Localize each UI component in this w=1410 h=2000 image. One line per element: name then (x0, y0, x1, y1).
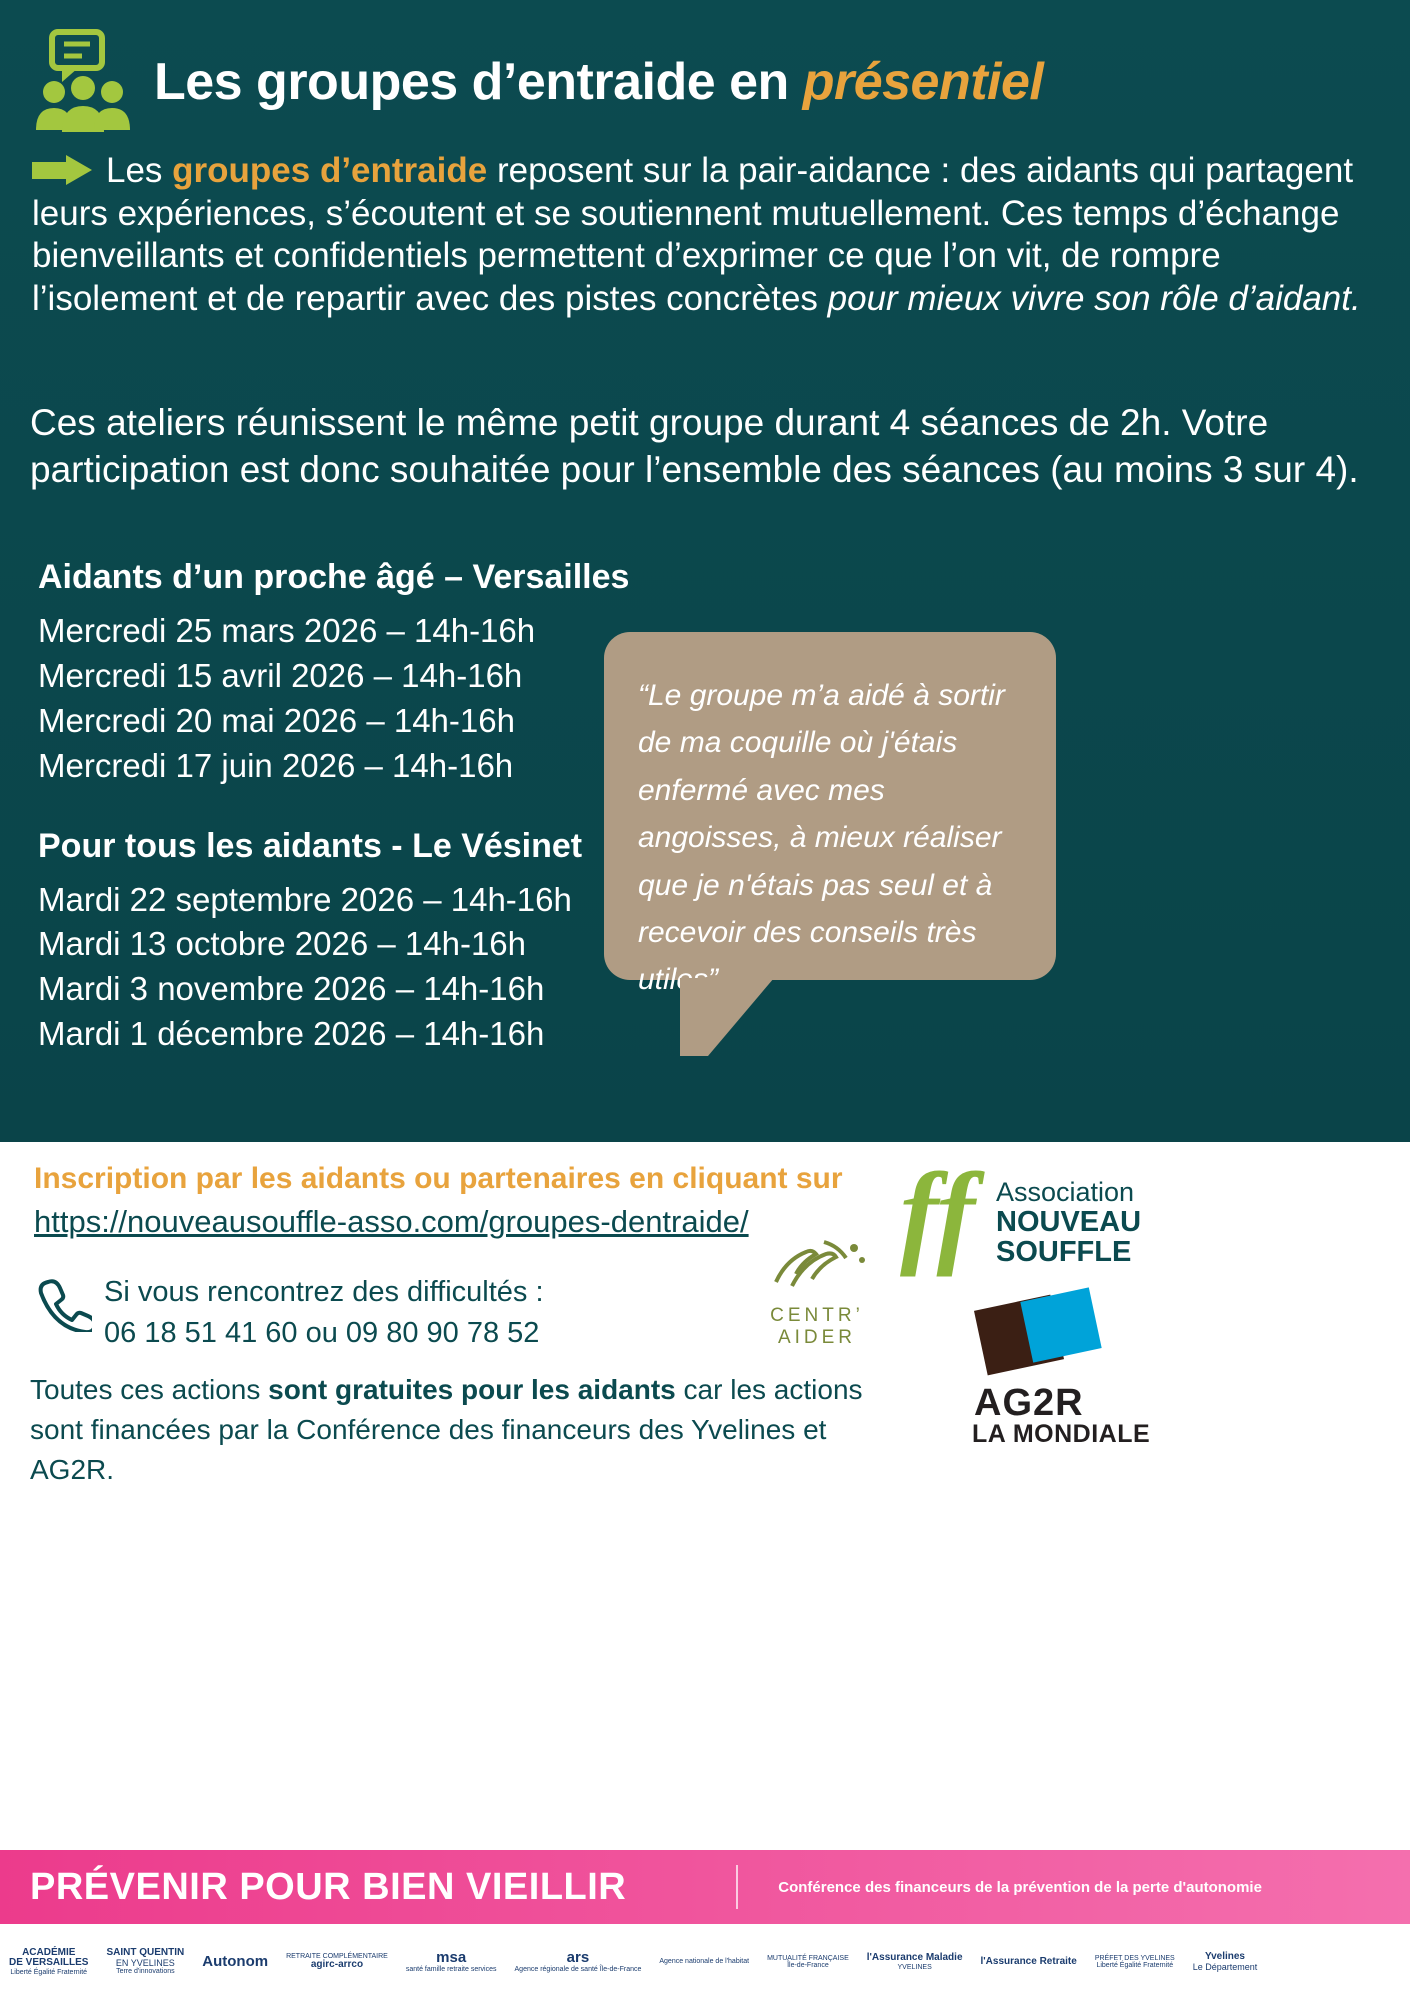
phone-icon (36, 1276, 92, 1332)
pink-banner (0, 1850, 1410, 1924)
partner-line1: Yvelines (1204, 1951, 1245, 1963)
help-text (104, 1272, 544, 1354)
session-date: Mercredi 17 juin 2026 – 14h-16h (38, 746, 514, 784)
testimonial-text: “Le groupe m’a aidé à sortir de ma coquille où j'étais enfermé avec mes angoisses, à mieux réaliser que je n'étais pas seul et à recevoir des conseils très utiles” (638, 679, 1005, 997)
pink-banner-subtitle: Conférence des financeurs de la prévention de la perte d'autonomie (778, 1878, 1262, 1896)
divider (736, 1865, 738, 1909)
partner-logo (397, 1929, 506, 1995)
partner-line2: santé famille retraite services (405, 1966, 497, 1974)
funding-text (30, 1370, 910, 1489)
logo-ag2r-line1: AG2R (974, 1382, 1084, 1424)
partner-line2: EN YVELINES (115, 1957, 175, 1968)
partner-line2: Liberté Égalité Fraternité (1096, 1962, 1174, 1969)
partner-line1: l'Assurance Retraite (980, 1955, 1077, 1967)
partner-line2: RETRAITE COMPLÉMENTAIRE (286, 1953, 388, 1961)
arrow-right-icon (32, 155, 94, 185)
partner-logo (650, 1929, 758, 1995)
logo-centraider-line1: CENTR’ (770, 1305, 864, 1326)
header (26, 22, 1386, 142)
session-date: Mercredi 25 mars 2026 – 14h-16h (38, 612, 536, 649)
partner-line2: Agence régionale de santé Île-de-France (514, 1966, 642, 1974)
page-title-plain: Les groupes d’entraide en (154, 53, 803, 111)
intro-paragraph (32, 150, 1372, 321)
partner-logo (277, 1929, 397, 1995)
partner-line1: SAINT QUENTIN (106, 1947, 185, 1959)
session-date: Mardi 13 octobre 2026 – 14h-16h (38, 925, 527, 963)
partner-logo (97, 1929, 193, 1995)
pink-banner-title: PRÉVENIR POUR BIEN VIEILLIR (30, 1865, 627, 1908)
speech-bubbles-people-icon (26, 26, 140, 138)
sessions-description: Ces ateliers réunissent le même petit groupe durant 4 séances de 2h. Votre participation est donc souhaitée pour l’ensemble des séances (au moins 3 sur 4). (30, 402, 1359, 490)
partner-line2: Île-de-France (787, 1962, 829, 1969)
session-group-title: Aidants d’un proche âgé – Versailles (38, 558, 630, 596)
partner-logo (1086, 1929, 1184, 1995)
logo-nouveau-souffle (900, 1150, 1200, 1286)
testimonial-bubble-tail (680, 978, 774, 1056)
session-date: Mercredi 20 mai 2026 – 14h-16h (38, 701, 515, 739)
intro-part2: reposent sur la pair-aidance : des aidants qui partagent leurs expériences, s’écoutent et se soutiennent mutuellement. Ces temps d’échange bienveillants et confidentiels permettent d’exprimer ce que l’on vit, de rompre l’isolement et de repartir avec des pistes concrètes (32, 151, 1354, 319)
partner-line2: YVELINES (897, 1963, 932, 1971)
partner-logo (1184, 1929, 1267, 1995)
partner-line1: ACADÉMIE (22, 1946, 76, 1958)
nouveau-souffle-mark-icon: ff (900, 1150, 976, 1278)
page-title (154, 52, 1043, 112)
logo-ns-line2: NOUVEAU (996, 1205, 1142, 1238)
contact-section (0, 1142, 1410, 1850)
intro-italic: pour mieux vivre son rôle d’aidant. (827, 279, 1361, 319)
funding-part2: car les actions sont financées par la Conférence des financeurs des Yvelines et AG2R. (30, 1374, 863, 1485)
sessions-list (38, 558, 658, 1095)
funding-bold: sont gratuites pour les aidants (268, 1374, 676, 1405)
partner-line1: agirc-arrco (310, 1959, 364, 1971)
partner-line2: Le Département (1192, 1961, 1258, 1972)
partner-line1: PRÉFET DES YVELINES (1094, 1954, 1175, 1962)
page-title-accent: présentiel (802, 53, 1044, 111)
partner-tagline: Terre d'innovations (116, 1968, 175, 1976)
partner-line1: Agence nationale de l'habitat (659, 1958, 750, 1966)
partner-line1: ars (566, 1949, 590, 1967)
session-group (38, 558, 658, 789)
signup-label: Inscription par les aidants ou partenaires en cliquant sur (34, 1162, 843, 1195)
session-date: Mardi 1 décembre 2026 – 14h-16h (38, 1015, 545, 1053)
help-line-2: 06 18 51 41 60 ou 09 80 90 78 52 (104, 1317, 540, 1350)
partner-logo (858, 1929, 972, 1995)
intro-highlight: groupes d’entraide (172, 151, 488, 190)
logo-ns-line3: SOUFFLE (996, 1236, 1132, 1269)
logo-centraider (742, 1238, 892, 1349)
partner-logo (972, 1929, 1086, 1995)
partner-logo (758, 1929, 858, 1995)
hands-icon (742, 1238, 892, 1299)
intro-part1: Les (106, 151, 173, 190)
logo-nouveau-souffle-text (996, 1178, 1141, 1268)
partner-logo (506, 1929, 651, 1995)
session-group (38, 827, 658, 1058)
partner-logos-strip (0, 1924, 1410, 2000)
session-group-title: Pour tous les aidants - Le Vésinet (38, 826, 583, 865)
help-line-1: Si vous rencontrez des difficultés : (104, 1276, 544, 1308)
ag2r-mark-icon (980, 1294, 1100, 1380)
partner-tagline: Liberté Égalité Fraternité (10, 1968, 88, 1976)
partner-logo (193, 1929, 277, 1995)
partner-line1: Autonom (202, 1953, 269, 1971)
session-date: Mardi 22 septembre 2026 – 14h-16h (38, 880, 572, 918)
logo-centraider-line2: AIDER (777, 1327, 857, 1348)
partner-line2: DE VERSAILLES (9, 1957, 89, 1969)
partner-line1: l'Assurance Maladie (866, 1952, 963, 1964)
session-date: Mardi 3 novembre 2026 – 14h-16h (38, 970, 545, 1008)
partner-line1: msa (436, 1949, 467, 1967)
logo-ag2r (972, 1294, 1192, 1454)
funding-part1: Toutes ces actions (30, 1374, 269, 1405)
partner-line1: MUTUALITÉ FRANÇAISE (767, 1954, 849, 1962)
logo-ag2r-line2: LA MONDIALE (972, 1420, 1151, 1448)
logo-ns-line1: Association (996, 1177, 1135, 1207)
partner-logo (0, 1929, 97, 1995)
session-date: Mercredi 15 avril 2026 – 14h-16h (38, 656, 523, 694)
testimonial-bubble (604, 632, 1056, 997)
signup-link[interactable]: https://nouveausouffle-asso.com/groupes-dentraide/ (34, 1204, 749, 1239)
